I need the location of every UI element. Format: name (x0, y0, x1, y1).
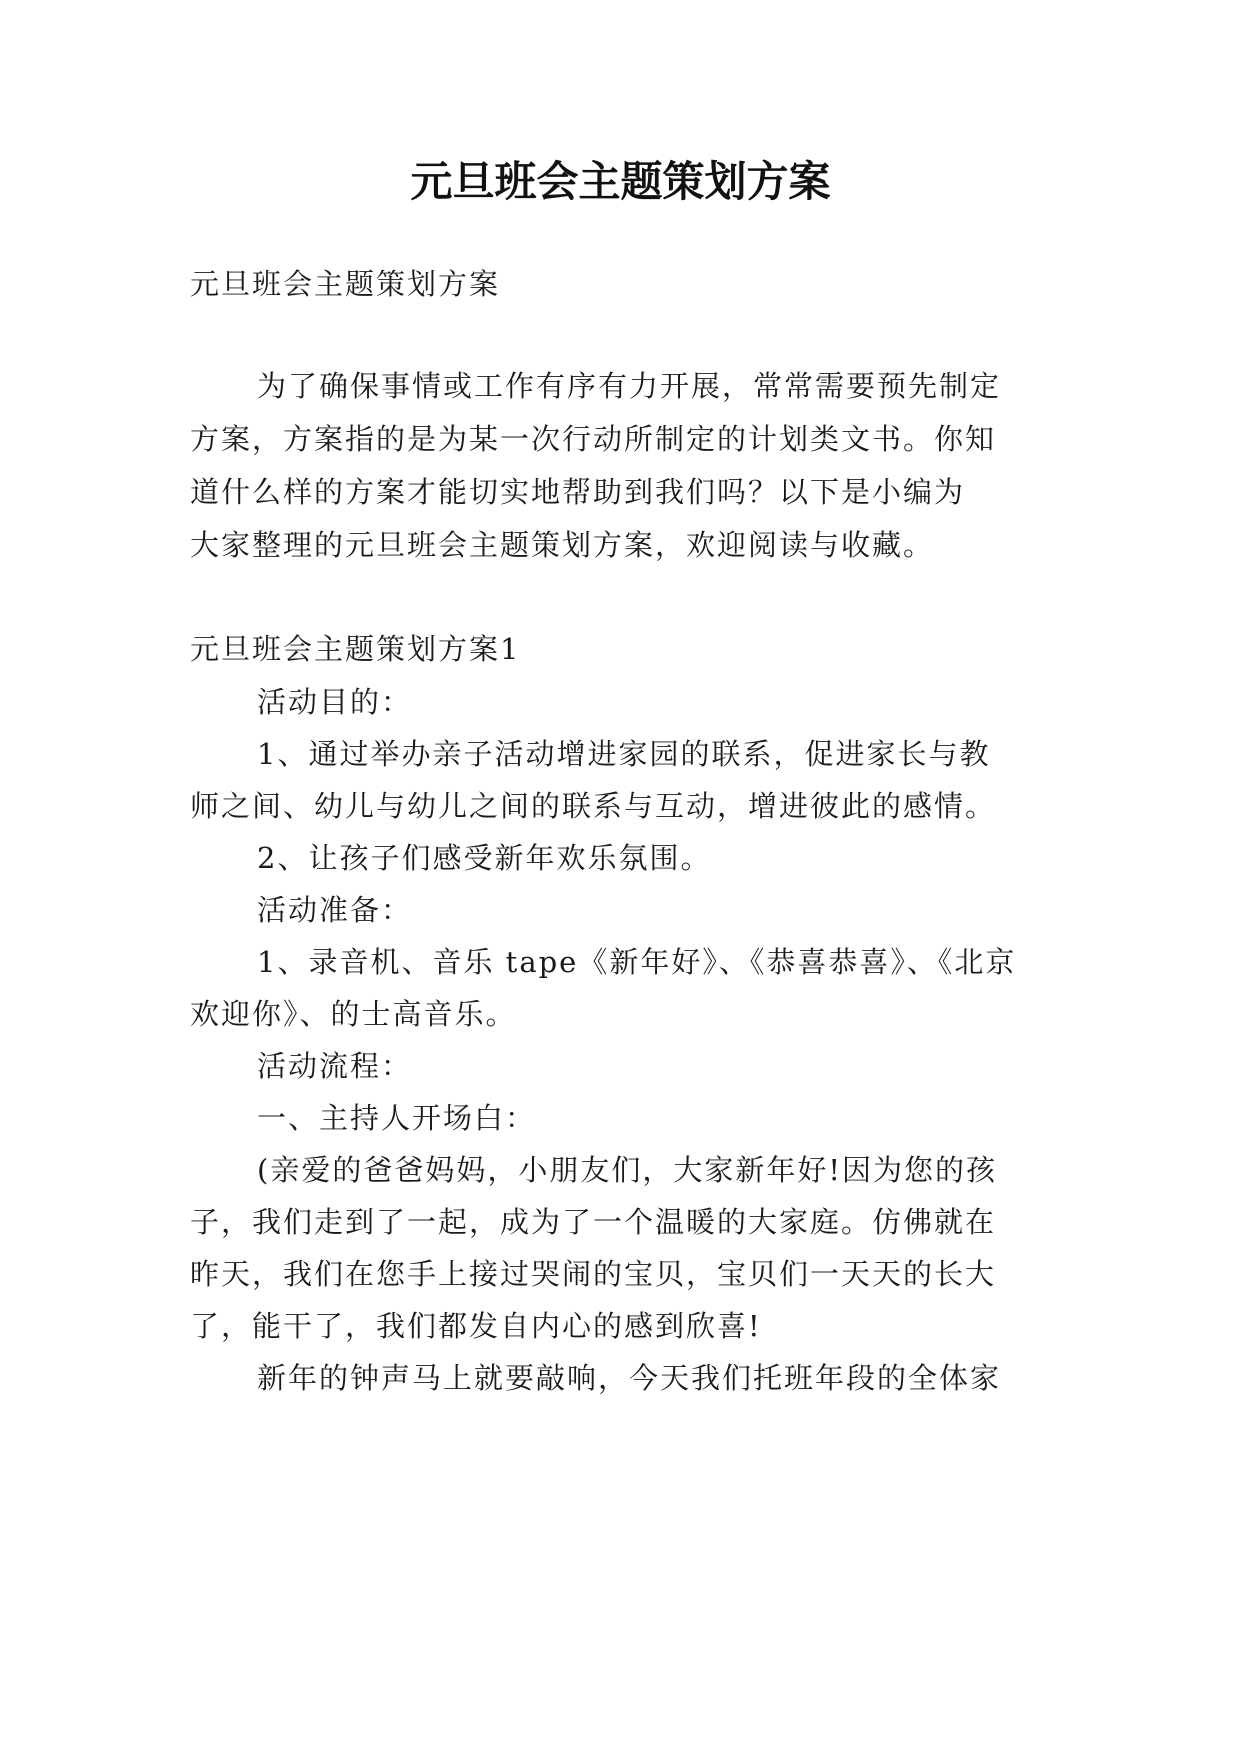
body-line: 了，能干了，我们都发自内心的感到欣喜! (190, 1309, 762, 1343)
body-line: 欢迎你》、的士高音乐。 (190, 997, 517, 1031)
intro-line: 为了确保事情或工作有序有力开展，常常需要预先制定 (257, 369, 1002, 403)
body-line: 师之间、幼儿与幼儿之间的联系与互动，增进彼此的感情。 (190, 789, 997, 823)
intro-line: 方案，方案指的是为某一次行动所制定的计划类文书。你知 (190, 422, 997, 456)
intro-line: 大家整理的元旦班会主题策划方案，欢迎阅读与收藏。 (190, 528, 935, 562)
section-heading: 元旦班会主题策划方案1 (190, 632, 521, 666)
intro-line: 道什么样的方案才能切实地帮助到我们吗？以下是小编为 (190, 475, 966, 509)
body-line: 活动流程： (257, 1049, 413, 1083)
body-line: 1、录音机、音乐 tape《新年好》、《恭喜恭喜》、《北京 (257, 945, 1017, 979)
document-subtitle: 元旦班会主题策划方案 (190, 267, 501, 301)
body-line: 活动准备： (257, 893, 413, 927)
body-line: 子，我们走到了一起，成为了一个温暖的大家庭。仿佛就在 (190, 1205, 997, 1239)
body-line: 活动目的： (257, 685, 413, 719)
body-line: (亲爱的爸爸妈妈，小朋友们，大家新年好!因为您的孩 (257, 1153, 997, 1187)
document-title: 元旦班会主题策划方案 (410, 157, 831, 206)
body-line: 一、主持人开场白： (257, 1101, 537, 1135)
body-line: 1、通过举办亲子活动增进家园的联系，促进家长与教 (257, 737, 991, 771)
body-line: 昨天，我们在您手上接过哭闹的宝贝，宝贝们一天天的长大 (190, 1257, 997, 1291)
body-line: 新年的钟声马上就要敲响，今天我们托班年段的全体家 (257, 1361, 1002, 1395)
body-line: 2、让孩子们感受新年欢乐氛围。 (257, 841, 712, 875)
